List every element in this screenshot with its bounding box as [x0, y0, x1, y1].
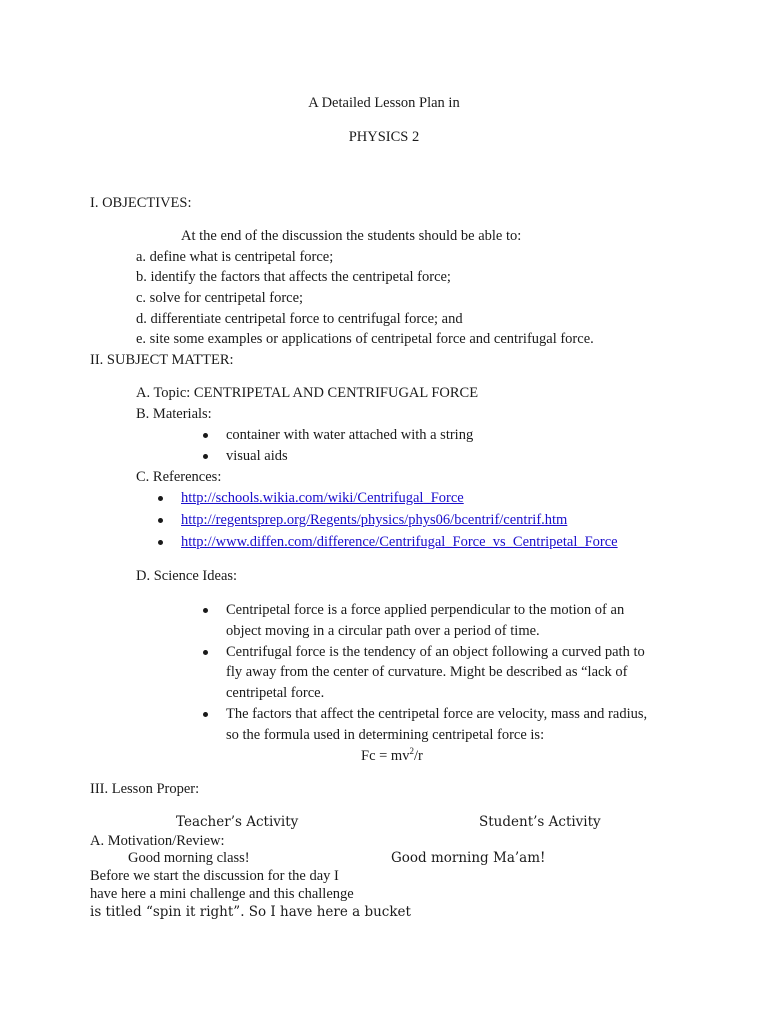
document-subject: PHYSICS 2 — [348, 129, 420, 145]
bullet-icon — [203, 454, 208, 459]
bullet-icon — [203, 608, 208, 613]
formula-exponent: 2 — [409, 746, 414, 756]
science-idea-line: object moving in a circular path over a period of time. — [226, 623, 540, 639]
bullet-icon — [158, 518, 163, 523]
science-idea-line: Centrifugal force is the tendency of an object following a curved path to — [226, 644, 645, 660]
objectives-heading: I. OBJECTIVES: — [90, 195, 192, 211]
objective-item: a. define what is centripetal force; — [136, 249, 334, 265]
objective-item: d. differentiate centripetal force to centrifugal force; and — [136, 311, 463, 327]
student-activity-header: Student’s Activity — [479, 814, 601, 830]
materials-label: B. Materials: — [136, 406, 212, 422]
science-idea-line: fly away from the center of curvature. Might be described as “lack of — [226, 664, 628, 680]
objectives-intro: At the end of the discussion the students should be able to: — [181, 228, 522, 244]
material-item: container with water attached with a string — [226, 427, 474, 443]
bullet-icon — [158, 540, 163, 545]
teacher-text-line: have here a mini challenge and this challenge — [90, 886, 354, 902]
science-idea-line: Centripetal force is a force applied perpendicular to the motion of an — [226, 602, 625, 618]
material-item: visual aids — [226, 448, 288, 464]
topic-line: A. Topic: CENTRIPETAL AND CENTRIFUGAL FORCE — [136, 385, 479, 401]
science-idea-line: so the formula used in determining centripetal force is: — [226, 727, 545, 743]
reference-link[interactable]: http://www.diffen.com/difference/Centrifugal_Force_vs_Centripetal_Force — [181, 534, 618, 550]
teacher-activity-header: Teacher’s Activity — [176, 814, 299, 830]
bullet-icon — [203, 712, 208, 717]
bullet-icon — [158, 496, 163, 501]
reference-link[interactable]: http://regentsprep.org/Regents/physics/phys06/bcentrif/centrif.htm — [181, 512, 568, 528]
objective-item: b. identify the factors that affects the centripetal force; — [136, 269, 451, 285]
lesson-proper-heading: III. Lesson Proper: — [90, 781, 200, 797]
teacher-text-line: is titled “spin it right”. So I have here a bucket — [90, 904, 411, 920]
reference-link[interactable]: http://schools.wikia.com/wiki/Centrifugal_Force — [181, 490, 464, 506]
student-greeting: Good morning Ma’am! — [391, 850, 546, 866]
objective-item: e. site some examples or applications of centripetal force and centrifugal force. — [136, 331, 594, 347]
teacher-text-line: Before we start the discussion for the day I — [90, 868, 339, 884]
motivation-label: A. Motivation/Review: — [90, 833, 225, 849]
science-idea-line: centripetal force. — [226, 685, 325, 701]
references-label: C. References: — [136, 469, 222, 485]
bullet-icon — [203, 433, 208, 438]
objective-item: c. solve for centripetal force; — [136, 290, 304, 306]
bullet-icon — [203, 650, 208, 655]
centripetal-force-formula — [361, 747, 423, 765]
subject-matter-heading: II. SUBJECT MATTER: — [90, 352, 234, 368]
document-title: A Detailed Lesson Plan in — [308, 95, 460, 111]
formula-prefix: Fc = mv — [361, 748, 410, 764]
formula-suffix: /r — [413, 748, 423, 764]
teacher-greeting: Good morning class! — [128, 850, 250, 866]
science-ideas-label: D. Science Ideas: — [136, 568, 238, 584]
science-idea-line: The factors that affect the centripetal force are velocity, mass and radius, — [226, 706, 648, 722]
